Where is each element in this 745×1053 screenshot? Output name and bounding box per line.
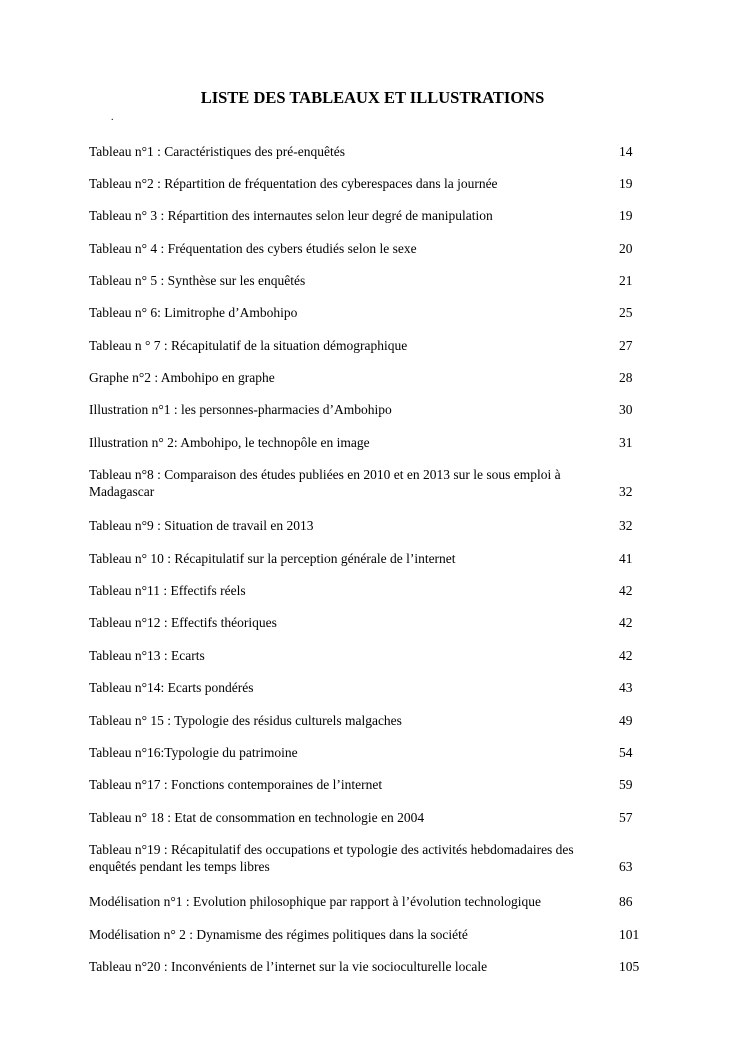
- toc-entry: [89, 272, 649, 289]
- toc-entry-label: Tableau n°17 : Fonctions contemporaines de l’internet: [89, 777, 383, 792]
- toc-entry-page-number: 57: [619, 810, 633, 825]
- toc-entry-label: Modélisation n° 2 : Dynamisme des régimes politiques dans la société: [89, 927, 468, 942]
- toc-entry-label: Tableau n°2 : Répartition de fréquentation des cyberespaces dans la journée: [89, 176, 498, 191]
- toc-entry-page-number: 42: [619, 648, 633, 663]
- toc-entry-page-number: 54: [619, 745, 633, 760]
- toc-entry-page-number: 42: [619, 615, 633, 630]
- toc-entry: [89, 809, 649, 826]
- toc-entry: [89, 744, 649, 761]
- toc-entry-label: Tableau n°13 : Ecarts: [89, 648, 205, 663]
- toc-entry-page-number: 28: [619, 370, 633, 385]
- toc-entry: [89, 776, 649, 793]
- toc-entry-page-number: 30: [619, 402, 633, 417]
- toc-entry: [89, 517, 649, 534]
- toc-entry-label: Tableau n° 15 : Typologie des résidus culturels malgaches: [89, 713, 402, 728]
- toc-entry-page-number: 59: [619, 777, 633, 792]
- toc-entry: [89, 401, 649, 418]
- toc-entry-label: Modélisation n°1 : Evolution philosophique par rapport à l’évolution technologique: [89, 894, 541, 909]
- toc-entry: [89, 207, 649, 224]
- toc-entry-label: Illustration n° 2: Ambohipo, le technopôle en image: [89, 435, 370, 450]
- toc-entry-label-continuation: Madagascar: [89, 484, 155, 499]
- toc-entry: [89, 926, 649, 943]
- toc-entry: [89, 958, 649, 975]
- toc-entry-page-number: 63: [619, 859, 633, 874]
- toc-entry: [89, 337, 649, 354]
- toc-entry-label: Tableau n°14: Ecarts pondérés: [89, 680, 254, 695]
- toc-entry-page-number: 41: [619, 551, 633, 566]
- toc-entry-page-number: 19: [619, 208, 633, 223]
- toc-entry-label: Tableau n°8 : Comparaison des études publiées en 2010 et en 2013 sur le sous emploi à: [89, 467, 561, 482]
- toc-entry-page-number: 32: [619, 518, 633, 533]
- toc-entry-label: Tableau n°20 : Inconvénients de l’internet sur la vie socioculturelle locale: [89, 959, 488, 974]
- toc-entry: [89, 893, 649, 910]
- toc-entry: [89, 679, 649, 696]
- toc-entry-label: Tableau n° 18 : Etat de consommation en technologie en 2004: [89, 810, 425, 825]
- toc-entry-page-number: 21: [619, 273, 633, 288]
- toc-entry-page-number: 25: [619, 305, 633, 320]
- toc-entry-label: Graphe n°2 : Ambohipo en graphe: [89, 370, 275, 385]
- toc-entry-page-number: 101: [619, 927, 640, 942]
- toc-entry-label: Tableau n° 4 : Fréquentation des cybers étudiés selon le sexe: [89, 241, 417, 256]
- toc-entry: [89, 614, 649, 631]
- toc-entry: [89, 712, 649, 729]
- toc-entry: [89, 304, 649, 321]
- toc-entry-label: Tableau n° 6: Limitrophe d’Ambohipo: [89, 305, 298, 320]
- toc-entry-label: Tableau n°12 : Effectifs théoriques: [89, 615, 277, 630]
- toc-entry-label: Tableau n°11 : Effectifs réels: [89, 583, 246, 598]
- toc-entry: [89, 550, 649, 567]
- toc-entry-page-number: 20: [619, 241, 633, 256]
- toc-entry-label: Tableau n° 5 : Synthèse sur les enquêtés: [89, 273, 306, 288]
- toc-entry-label: Tableau n ° 7 : Récapitulatif de la situation démographique: [89, 338, 408, 353]
- toc-entry-page-number: 43: [619, 680, 633, 695]
- toc-entry-page-number: 86: [619, 894, 633, 909]
- toc-entry-page-number: 19: [619, 176, 633, 191]
- toc-entry: [89, 434, 649, 451]
- toc-entry-page-number: 27: [619, 338, 633, 353]
- toc-entry: [89, 143, 649, 160]
- toc-entry: [89, 582, 649, 599]
- toc-entry-page-number: 105: [619, 959, 640, 974]
- stray-dot: .: [111, 112, 114, 123]
- toc-entry-page-number: 32: [619, 484, 633, 499]
- toc-entry-label-continuation: enquêtés pendant les temps libres: [89, 859, 270, 874]
- toc-entry: [89, 240, 649, 257]
- toc-entry-page-number: 42: [619, 583, 633, 598]
- toc-entry-label: Tableau n°19 : Récapitulatif des occupations et typologie des activités hebdomadaires des: [89, 842, 574, 857]
- toc-entry: [89, 369, 649, 386]
- toc-entry-page-number: 31: [619, 435, 633, 450]
- toc-entry-page-number: 14: [619, 144, 633, 159]
- toc-entry-label: Tableau n°1 : Caractéristiques des pré-enquêtés: [89, 144, 345, 159]
- toc-entry: [89, 175, 649, 192]
- toc-entry: [89, 841, 649, 875]
- toc-entry-label: Illustration n°1 : les personnes-pharmacies d’Ambohipo: [89, 402, 392, 417]
- toc-entry: [89, 466, 649, 500]
- toc-entry-label: Tableau n°9 : Situation de travail en 2013: [89, 518, 314, 533]
- toc-entry-label: Tableau n° 3 : Répartition des internautes selon leur degré de manipulation: [89, 208, 493, 223]
- toc-entry-label: Tableau n° 10 : Récapitulatif sur la perception générale de l’internet: [89, 551, 456, 566]
- page-title: LISTE DES TABLEAUX ET ILLUSTRATIONS: [200, 88, 545, 107]
- toc-entry-label: Tableau n°16:Typologie du patrimoine: [89, 745, 298, 760]
- toc-entry-page-number: 49: [619, 713, 633, 728]
- toc-entry: [89, 647, 649, 664]
